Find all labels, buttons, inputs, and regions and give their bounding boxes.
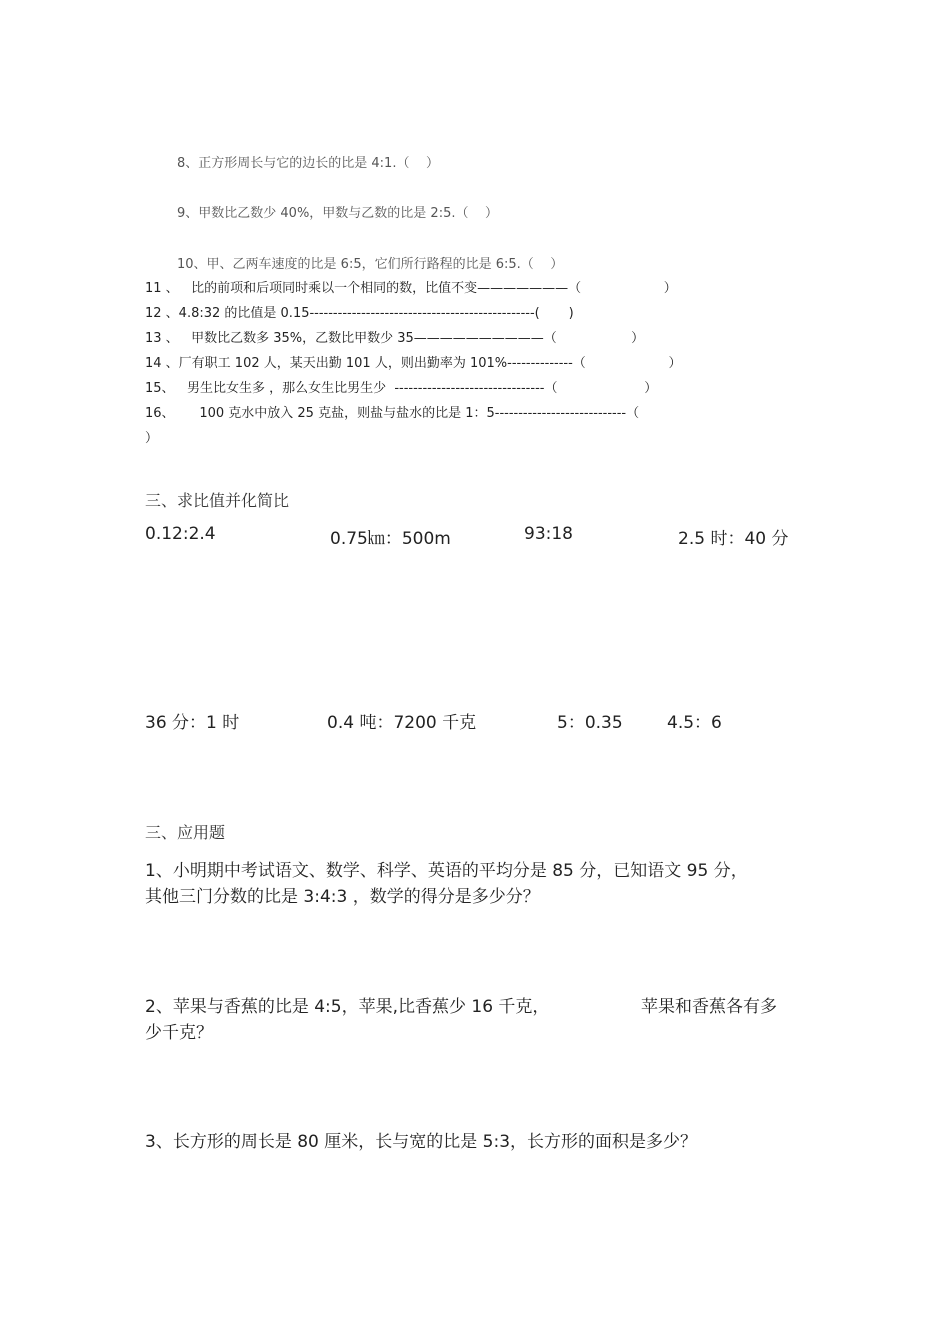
ratio-item: 0.12:2.4 [145, 524, 216, 544]
ratio-item: 2.5 时：40 分 [678, 529, 789, 549]
ratio-item: 4.5：6 [667, 713, 722, 733]
question-11: 11 、 比的前项和后项同时乘以一个相同的数，比值不变———————（ ） [145, 281, 677, 296]
question-14: 14 、厂有职工 102 人，某天出勤 101 人，则出勤率为 101%--------------（ ） [145, 356, 682, 371]
question-16: 16、 100 克水中放入 25 克盐，则盐与盐水的比是 1：5----------------------------（ [145, 406, 640, 421]
question-9: 9、甲数比乙数少 40%，甲数与乙数的比是 2:5.（ ） [177, 206, 499, 221]
question-13: 13 、 甲数比乙数多 35%，乙数比甲数少 35——————————（ ） [145, 331, 645, 346]
section-application-title: 三、应用题 [145, 823, 226, 842]
ratio-item: 0.75㎞：500m [330, 529, 451, 549]
section-ratio-title: 三、求比值并化简比 [145, 491, 290, 510]
problem-2-line-2: 少千克？ [145, 1023, 213, 1043]
problem-2-line-1a: 2、苹果与香蕉的比是 4:5，苹果,比香蕉少 16 千克， [145, 997, 550, 1017]
question-8: 8、正方形周长与它的边长的比是 4:1.（ ） [177, 156, 439, 171]
ratio-item: 0.4 吨：7200 千克 [327, 713, 477, 733]
problem-1-line-1: 1、小明期中考试语文、数学、科学、英语的平均分是 85 分，已知语文 95 分， [145, 861, 748, 881]
question-12: 12 、4.8:32 的比值是 0.15------------------------------------------------( ) [145, 306, 574, 321]
question-15: 15、 男生比女生多 ，那么女生比男生少 --------------------------------（ ） [145, 381, 658, 396]
problem-1-line-2: 其他三门分数的比是 3:4:3 ，数学的得分是多少分？ [145, 887, 540, 907]
problem-2-line-1b: 苹果和香蕉各有多 [641, 997, 777, 1017]
ratio-item: 93:18 [524, 524, 573, 544]
ratio-item: 5：0.35 [557, 713, 623, 733]
question-10: 10、甲、乙两车速度的比是 6:5，它们所行路程的比是 6:5.（ ） [177, 257, 564, 272]
question-16-bracket: ） [145, 431, 159, 446]
ratio-item: 36 分：1 时 [145, 713, 240, 733]
problem-3: 3、长方形的周长是 80 厘米，长与宽的比是 5:3，长方形的面积是多少？ [145, 1132, 698, 1152]
